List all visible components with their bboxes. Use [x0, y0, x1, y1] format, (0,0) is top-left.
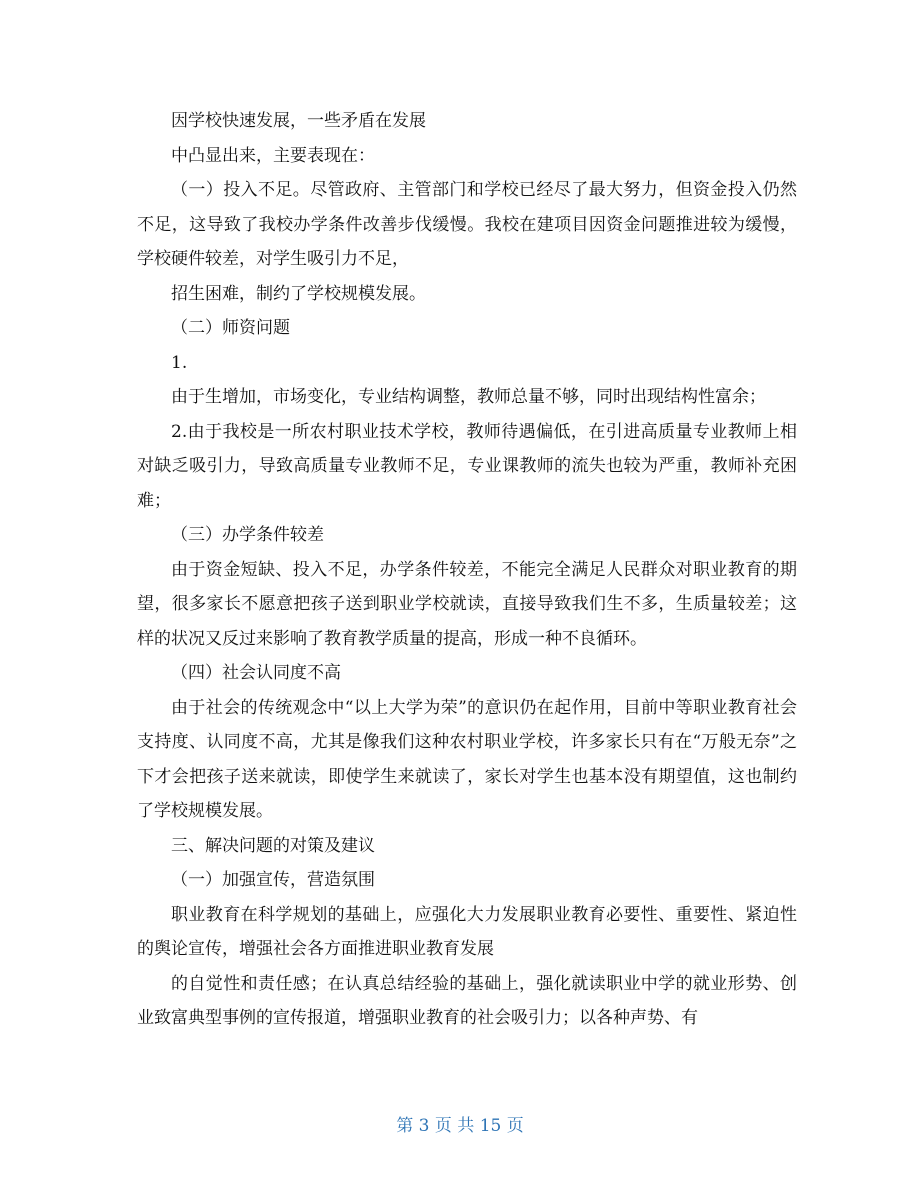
paragraph-12: 由于社会的传统观念中“以上大学为荣”的意识仍在起作用，目前中等职业教育社会支持度、认同度不高，尤其是像我们这种农村职业学校，许多家长只有在“万般无奈”之下才会把孩子送来就读，即使学生来就读了，家长对学生也基本没有期望值，这也制约了学校规模发展。	[137, 697, 797, 821]
paragraph-15: 职业教育在科学规划的基础上，应强化大力发展职业教育必要性、重要性、紧迫性的舆论宣传，增强社会各方面推进职业教育发展	[137, 904, 797, 959]
list-number-1: 1.	[171, 352, 188, 373]
chapter-heading-solutions: 三、解决问题的对策及建议	[171, 835, 375, 856]
paragraph-2: 中凸显出来，主要表现在：	[171, 145, 375, 166]
page-number-footer: 第 3 页 共 15 页	[396, 1116, 524, 1136]
section-heading-teachers: （二）师资问题	[171, 318, 290, 338]
paragraph-4: 招生困难，制约了学校规模发展。	[171, 283, 426, 304]
paragraph-16: 的自觉性和责任感；在认真总结经验的基础上，强化就读职业中学的就业形势、创业致富典型事例的宣传报道，增强职业教育的社会吸引力；以各种声势、有	[137, 973, 797, 1028]
section-heading-publicity: （一）加强宣传，营造氛围	[171, 870, 375, 890]
document-body	[137, 104, 797, 1036]
paragraph-7: 由于生增加，市场变化，专业结构调整，教师总量不够，同时出现结构性富余；	[171, 387, 766, 407]
section-heading-recognition: （四）社会认同度不高	[171, 663, 341, 683]
paragraph-8: 2.由于我校是一所农村职业技术学校，教师待遇偏低，在引进高质量专业教师上相对缺乏吸引力，导致高质量专业教师不足，专业课教师的流失也较为严重，教师补充困难；	[137, 421, 797, 511]
section-heading-conditions: （三）办学条件较差	[171, 525, 324, 545]
paragraph-3: （一）投入不足。尽管政府、主管部门和学校已经尽了最大努力，但资金投入仍然不足，这导致了我校办学条件改善步伐缓慢。我校在建项目因资金问题推进较为缓慢，学校硬件较差，对学生吸引力不足，	[137, 180, 797, 269]
paragraph-10: 由于资金短缺、投入不足，办学条件较差，不能完全满足人民群众对职业教育的期望，很多家长不愿意把孩子送到职业学校就读，直接导致我们生不多，生质量较差；这样的状况又反过来影响了教育教学质量的提高，形成一种不良循环。	[137, 559, 797, 649]
paragraph-1: 因学校快速发展，一些矛盾在发展	[171, 111, 426, 131]
